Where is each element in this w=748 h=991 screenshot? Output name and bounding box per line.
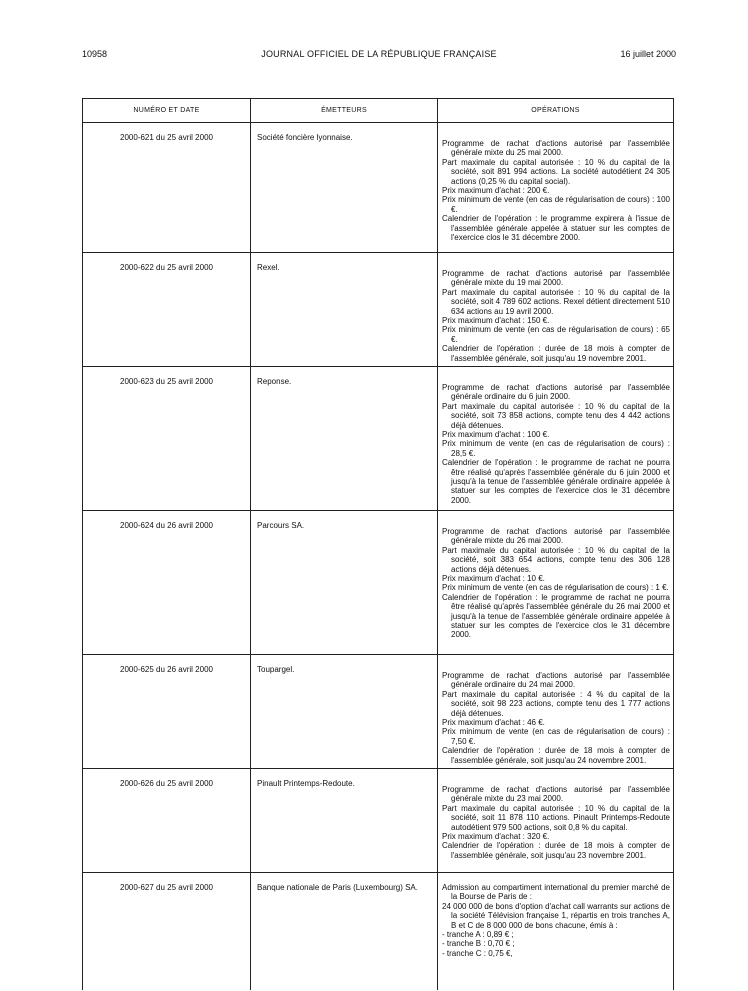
operation-line: Part maximale du capital autorisée : 10 % du capital de la société, soit 73 858 actions, compte tenu des 4 442 actions déjà détenues. (442, 401, 670, 430)
journal-title: JOURNAL OFFICIEL DE LA RÉPUBLIQUE FRANÇAISE (261, 49, 497, 59)
row-emetteur: Banque nationale de Paris (Luxembourg) SA. (257, 883, 418, 892)
row-operations (442, 383, 670, 505)
operation-line: Prix maximum d'achat : 320 €. (442, 832, 550, 842)
operations-table (82, 98, 674, 990)
operation-line: Part maximale du capital autorisée : 10 % du capital de la société, soit 4 789 602 actions. Rexel détient directement 510 634 actions au 19 avril 2000. (442, 287, 670, 316)
operation-line: Calendrier de l'opération : le programme de rachat ne pourra être réalisé qu'après l'assemblée générale du 26 mai 2000 et jusqu'à la tenue de l'assemblée générale ordinaire appelée à statuer sur les comptes de l'exercice clos le 31 décembre 2000. (442, 592, 670, 640)
operation-line: - tranche A : 0,89 € ; (442, 930, 514, 940)
operation-line: Programme de rachat d'actions autorisé par l'assemblée générale mixte du 26 mai 2000. (442, 527, 670, 546)
operation-line: Prix minimum de vente (en cas de régularisation de cours) : 100 €. (442, 195, 670, 214)
operation-line: Prix maximum d'achat : 46 €. (442, 718, 545, 728)
operation-line: Prix maximum d'achat : 100 €. (442, 430, 550, 440)
row-numero: 2000-622 du 25 avril 2000 (120, 263, 213, 272)
operation-line: Prix maximum d'achat : 200 €. (442, 186, 550, 196)
operation-line: Prix minimum de vente (en cas de régularisation de cours) : 1 €. (442, 583, 669, 593)
operation-line: Calendrier de l'opération : le programme de rachat ne pourra être réalisé qu'après l'assemblée générale du 6 juin 2000 et jusqu'à la tenue de l'assemblée générale ordinaire appelée à statuer sur les comptes de l'exercice clos le 31 décembre 2000. (442, 458, 670, 505)
table-header (83, 99, 673, 123)
operation-line: Calendrier de l'opération : le programme expirera à l'issue de l'assemblée générale appelée à statuer sur les comptes de l'exercice clos le 31 décembre 2000. (442, 214, 670, 243)
page-header (82, 46, 676, 62)
operation-line: - tranche B : 0,70 € ; (442, 939, 515, 949)
operation-line: 24 000 000 de bons d'option d'achat call warrants sur actions de la société Télévision française 1, répartis en trois tranches A, B et C de 8 000 000 de bons chacune, émis à : (442, 901, 670, 930)
row-operations (442, 139, 670, 242)
row-operations (442, 269, 670, 363)
operation-line: Prix minimum de vente (en cas de régularisation de cours) : 28,5 €. (442, 439, 670, 458)
row-numero: 2000-623 du 25 avril 2000 (120, 377, 213, 386)
row-numero: 2000-625 du 26 avril 2000 (120, 665, 213, 674)
table-row (83, 873, 673, 991)
column-header-emetteurs: ÉMETTEURS (321, 107, 367, 114)
row-emetteur: Pinault Printemps-Redoute. (257, 779, 355, 788)
operation-line: - tranche C : 0,75 €, (442, 948, 513, 958)
operation-line: Part maximale du capital autorisée : 4 % du capital de la société, soit 98 223 actions, compte tenu des 1 777 actions déjà détenues. (442, 689, 670, 718)
operation-line: Prix minimum de vente (en cas de régularisation de cours) : 7,50 €. (442, 727, 670, 746)
operation-line: Programme de rachat d'actions autorisé par l'assemblée générale ordinaire du 6 juin 2000. (442, 383, 670, 402)
operation-line: Admission au compartiment international du premier marché de la Bourse de Paris de : (442, 883, 670, 902)
row-operations (442, 785, 670, 860)
operation-line: Calendrier de l'opération : durée de 18 mois à compter de l'assemblée générale, soit jusqu'au 19 novembre 2001. (442, 344, 670, 363)
row-emetteur: Rexel. (257, 263, 280, 272)
operation-line: Calendrier de l'opération : durée de 18 mois à compter de l'assemblée générale, soit jusqu'au 24 novembre 2001. (442, 746, 670, 765)
row-emetteur: Parcours SA. (257, 521, 305, 530)
row-numero: 2000-624 du 26 avril 2000 (120, 521, 213, 530)
row-numero: 2000-621 du 25 avril 2000 (120, 133, 213, 142)
row-operations (442, 527, 670, 640)
table-row (83, 367, 673, 511)
row-emetteur: Reponse. (257, 377, 292, 386)
operation-line: Prix maximum d'achat : 150 €. (442, 316, 550, 326)
page-number: 10958 (82, 49, 108, 59)
operation-line: Part maximale du capital autorisée : 10 % du capital de la société, soit 383 654 actions, compte tenu des 306 128 actions déjà détenues. (442, 545, 670, 574)
table-row (83, 655, 673, 769)
row-emetteur: Société foncière lyonnaise. (257, 133, 353, 142)
operation-line: Part maximale du capital autorisée : 10 % du capital de la société, soit 11 878 110 actions. Pinault Printemps-Redoute autodétient 979 500 actions, soit 0,8 % du capital. (442, 803, 670, 832)
column-header-operations: OPÉRATIONS (531, 107, 580, 114)
publication-date: 16 juillet 2000 (620, 49, 676, 59)
table-row (83, 511, 673, 655)
operation-line: Prix maximum d'achat : 10 €. (442, 574, 545, 584)
row-operations (442, 671, 670, 765)
row-emetteur: Toupargel. (257, 665, 295, 674)
operation-line: Prix minimum de vente (en cas de régularisation de cours) : 65 €. (442, 325, 670, 344)
table-row (83, 253, 673, 367)
operation-line: Programme de rachat d'actions autorisé par l'assemblée générale mixte du 19 mai 2000. (442, 269, 670, 288)
operation-line: Programme de rachat d'actions autorisé par l'assemblée générale mixte du 23 mai 2000. (442, 785, 670, 804)
operation-line: Part maximale du capital autorisée : 10 % du capital de la société, soit 891 994 actions. La société autodétient 24 305 actions (0,25 % du capital social). (442, 157, 670, 186)
operation-line: Calendrier de l'opération : durée de 18 mois à compter de l'assemblée générale, soit jusqu'au 23 novembre 2001. (442, 841, 670, 860)
operation-line: Programme de rachat d'actions autorisé par l'assemblée générale mixte du 25 mai 2000. (442, 139, 670, 158)
row-numero: 2000-626 du 25 avril 2000 (120, 779, 213, 788)
table-row (83, 769, 673, 873)
operation-line: Programme de rachat d'actions autorisé par l'assemblée générale ordinaire du 24 mai 2000. (442, 671, 670, 690)
row-operations (442, 883, 670, 958)
row-numero: 2000-627 du 25 avril 2000 (120, 883, 213, 892)
table-row (83, 123, 673, 253)
column-header-numero: NUMÉRO ET DATE (133, 107, 200, 114)
